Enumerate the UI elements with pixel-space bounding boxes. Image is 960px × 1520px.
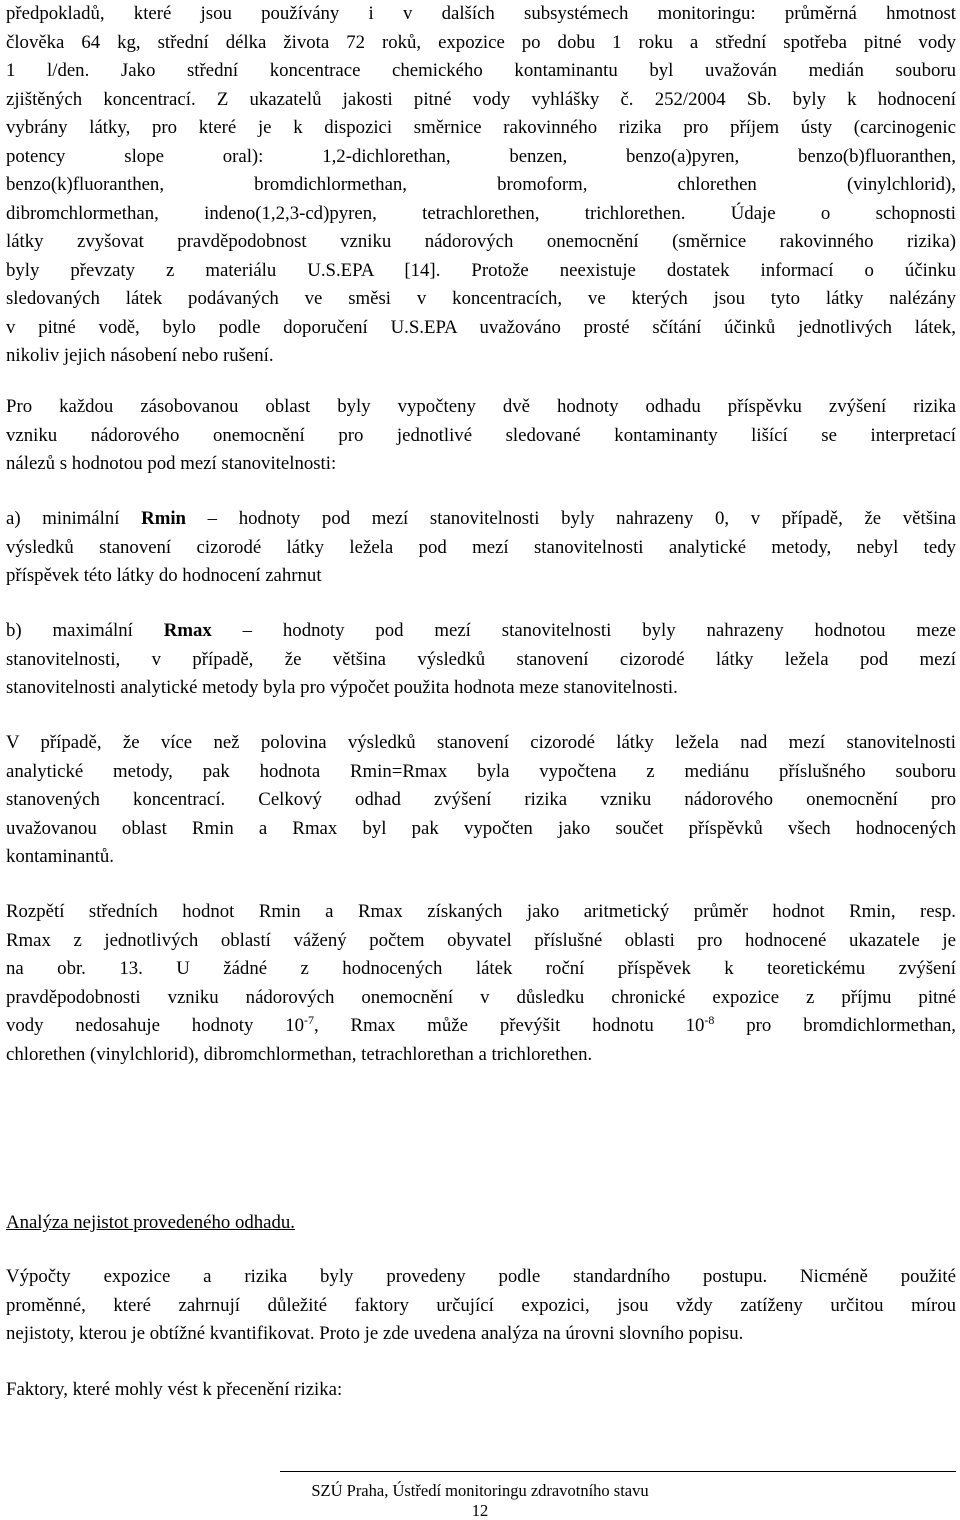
text-line: potency slope oral): 1,2-dichlorethan, benzen, benzo(a)pyren, benzo(b)fluoranthen,: [6, 145, 956, 167]
paragraph-rmin: [6, 505, 956, 591]
text-line: v pitné vodě, bylo podle doporučení U.S.EPA uvažováno prosté sčítání účinků jednotlivých látek,: [6, 316, 956, 338]
exp-text-3: pro bromdichlormethan,: [714, 1015, 957, 1036]
text-line: Výpočty expozice a rizika byly provedeny podle standardního postupu. Nicméně použité: [6, 1266, 956, 1287]
text-line: pravděpodobnosti vzniku nádorových onemocnění v důsledku chronické expozice z příjmu pitné: [6, 986, 956, 1008]
paragraph-range: [6, 898, 956, 1069]
text-line: člověka 64 kg, střední délka života 72 roků, expozice po dobu 1 roku a střední spotřeba pitné vody: [6, 31, 956, 53]
text-line: uvažovanou oblast Rmin a Rmax byl pak vypočten jako součet příspěvků všech hodnocených: [6, 817, 956, 839]
rmax-prefix: b) maximální: [6, 620, 164, 641]
text-line: látky zvyšovat pravděpodobnost vzniku nádorových onemocnění (směrnice rakovinného rizika): [6, 231, 956, 252]
text-line: proměnné, které zahrnují důležité faktory určující expozici, jsou vždy zatíženy určitou mírou: [6, 1294, 956, 1316]
paragraph-uncertainty: [6, 1263, 956, 1349]
text-line: vybrány látky, pro které je k dispozici směrnice rakovinného rizika pro příjem ústy (carcinogenic: [6, 117, 956, 138]
paragraph-median-case: [6, 729, 956, 872]
text-line: Rmax z jednotlivých oblastí vážený počtem obyvatel příslušné oblasti pro hodnocené ukazatele je: [6, 929, 956, 951]
rmax-term: Rmax: [163, 620, 212, 641]
rmax-definition: – hodnoty pod mezí stanovitelnosti byly nahrazeny hodnotou meze: [211, 620, 956, 641]
footer-divider: [280, 1471, 956, 1472]
section-heading: Analýza nejistot provedeného odhadu.: [6, 1212, 295, 1233]
text-line: analytické metody, pak hodnota Rmin=Rmax byla vypočtena z mediánu příslušného souboru: [6, 760, 956, 782]
text-line: dibromchlormethan, indeno(1,2,3-cd)pyren, tetrachlorethen, trichlorethen. Údaje o schopnosti: [6, 202, 956, 224]
paragraph-methodology: [6, 0, 956, 371]
text-line: výsledků stanovení cizorodé látky ležela pod mezí stanovitelnosti analytické metody, nebyl tedy: [6, 536, 956, 558]
text-line: na obr. 13. U žádné z hodnocených látek roční příspěvek k teoretickému zvýšení: [6, 958, 956, 979]
text-line: 1 l/den. Jako střední koncentrace chemického kontaminantu byl uvažován medián souboru: [6, 60, 956, 81]
text-line: byly převzaty z materiálu U.S.EPA [14]. Protože neexistuje dostatek informací o účinku: [6, 259, 956, 281]
paragraph-rmax: [6, 617, 956, 703]
exponent-1: -7: [304, 1013, 314, 1027]
footer-institution: SZÚ Praha, Ústředí monitoringu zdravotního stavu: [311, 1481, 649, 1500]
exp-text-1: vody nedosahuje hodnoty 10: [6, 1015, 304, 1036]
text-line: Faktory, které mohly vést k přecenění rizika:: [6, 1379, 343, 1400]
text-line: stanovených koncentrací. Celkový odhad zvýšení rizika vzniku nádorového onemocnění pro: [6, 789, 956, 810]
text-line: Rozpětí středních hodnot Rmin a Rmax získaných jako aritmetický průměr hodnot Rmin, resp.: [6, 901, 956, 922]
text-line: nálezů s hodnotou pod mezí stanovitelnosti:: [6, 453, 337, 474]
text-line: vzniku nádorového onemocnění pro jednotlivé sledované kontaminanty lišící se interpretací: [6, 424, 956, 446]
text-line: [6, 1012, 956, 1041]
text-line: kontaminantů.: [6, 846, 114, 867]
paragraph-overestimation: [6, 1376, 956, 1405]
rmin-prefix: a) minimální: [6, 508, 142, 529]
text-line: nikoliv jejich násobení nebo rušení.: [6, 345, 274, 366]
text-line: benzo(k)fluoranthen, bromdichlormethan, bromoform, chlorethen (vinylchlorid),: [6, 174, 956, 195]
exponent-2: -8: [704, 1013, 715, 1027]
text-line: Pro každou zásobovanou oblast byly vypočteny dvě hodnoty odhadu příspěvku zvýšení rizika: [6, 396, 956, 417]
text-line: zjištěných koncentrací. Z ukazatelů jakosti pitné vody vyhlášky č. 252/2004 Sb. byly k hodnocení: [6, 88, 956, 110]
text-line: [6, 617, 956, 646]
rmin-definition: – hodnoty pod mezí stanovitelnosti byly nahrazeny 0, v případě, že většina: [186, 508, 956, 529]
page-number: 12: [471, 1501, 489, 1520]
text-line: příspěvek této látky do hodnocení zahrnut: [6, 565, 322, 586]
text-line: nejistoty, kterou je obtížné kvantifikovat. Proto je zde uvedena analýza na úrovni slovního popisu.: [6, 1323, 744, 1344]
text-line: předpokladů, které jsou používány i v dalších subsystémech monitoringu: průměrná hmotnost: [6, 3, 956, 24]
text-line: V případě, že více než polovina výsledků stanovení cizorodé látky ležela nad mezí stanovitelnosti: [6, 732, 956, 753]
paragraph-risk-estimates: [6, 393, 956, 479]
exp-text-2: , Rmax může převýšit hodnotu 10: [314, 1015, 705, 1036]
text-line: stanovitelnosti, v případě, že většina výsledků stanovení cizorodé látky ležela pod mezí: [6, 648, 956, 670]
text-line: sledovaných látek podávaných ve směsi v koncentracích, ve kterých jsou tyto látky nalézány: [6, 288, 956, 309]
text-line: [6, 505, 956, 534]
text-line: stanovitelnosti analytické metody byla pro výpočet použita hodnota meze stanovitelnosti.: [6, 677, 678, 698]
rmin-term: Rmin: [141, 508, 186, 529]
text-line: chlorethen (vinylchlorid), dibromchlormethan, tetrachlorethan a trichlorethen.: [6, 1043, 593, 1065]
